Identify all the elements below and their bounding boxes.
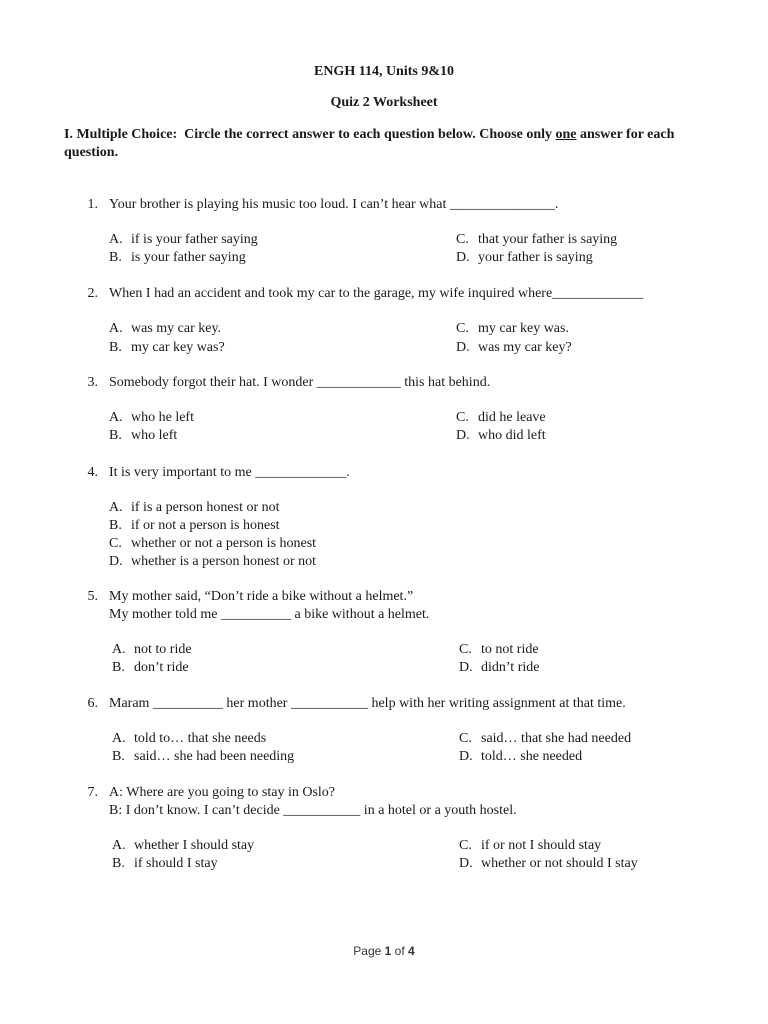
question-text: It is very important to me _____________. [109,465,350,480]
option-b: B. don’t ride [112,660,189,675]
option-a: A. whether I should stay [112,838,255,853]
option-a: A. was my car key. [109,321,222,336]
option-c: C. whether or not a person is honest [109,536,317,551]
question-number: 7. [87,785,98,800]
question-text: B: I don’t know. I can’t decide ___________ in a hotel or a youth hostel. [109,803,517,818]
question-text: A: Where are you going to stay in Oslo? [109,785,336,800]
question-text: My mother said, “Don’t ride a bike without a helmet.” [109,589,414,604]
section-label: I. Multiple Choice: [64,127,178,142]
option-d: D. whether is a person honest or not [109,554,317,569]
question-text: Somebody forgot their hat. I wonder ____________ this hat behind. [109,375,491,390]
option-c: C. that your father is saying [456,232,618,247]
question-number: 2. [87,286,98,301]
option-b: B. if should I stay [112,856,218,871]
instruction-emphasis: one [555,127,577,142]
option-a: A. if is a person honest or not [109,500,280,515]
question-number: 3. [87,375,98,390]
page-word: Page [353,944,382,958]
option-d: D. who did left [456,428,546,443]
question-text: When I had an accident and took my car to the garage, my wife inquired where_____________ [109,286,644,301]
page-total: 4 [408,944,415,958]
section-instructions [64,126,704,162]
question-number: 6. [87,696,98,711]
page-footer [0,944,768,958]
option-b: B. who left [109,428,178,443]
option-a: A. if is your father saying [109,232,258,247]
option-c: C. said… that she had needed [459,731,632,746]
of-word: of [394,944,405,958]
option-c: C. if or not I should stay [459,838,602,853]
option-d: D. was my car key? [456,340,572,355]
option-d: D. told… she needed [459,749,583,764]
page-number: 1 [384,944,392,958]
question-number: 4. [87,465,98,480]
instruction-text-a: Circle the correct answer to each question below. Choose only [184,127,556,142]
option-a: A. who he left [109,410,194,425]
option-b: B. my car key was? [109,340,225,355]
worksheet-subtitle: Quiz 2 Worksheet [330,95,438,110]
question-number: 1. [87,197,98,212]
option-a: A. told to… that she needs [112,731,267,746]
option-d: D. whether or not should I stay [459,856,638,871]
option-a: A. not to ride [112,642,192,657]
question-text: Your brother is playing his music too loud. I can’t hear what _______________. [109,197,559,212]
worksheet-title: ENGH 114, Units 9&10 [313,64,454,79]
option-b: B. is your father saying [109,250,246,265]
instruction-text-b: answer for each question. [64,127,675,160]
option-c: C. my car key was. [456,321,569,336]
option-c: C. to not ride [459,642,539,657]
option-d: D. didn’t ride [459,660,540,675]
option-b: B. if or not a person is honest [109,518,280,533]
option-c: C. did he leave [456,410,546,425]
question-number: 5. [87,589,98,604]
option-d: D. your father is saying [456,250,593,265]
option-b: B. said… she had been needing [112,749,295,764]
question-text: My mother told me __________ a bike without a helmet. [109,607,430,622]
question-text: Maram __________ her mother ___________ help with her writing assignment at that time. [109,696,626,711]
